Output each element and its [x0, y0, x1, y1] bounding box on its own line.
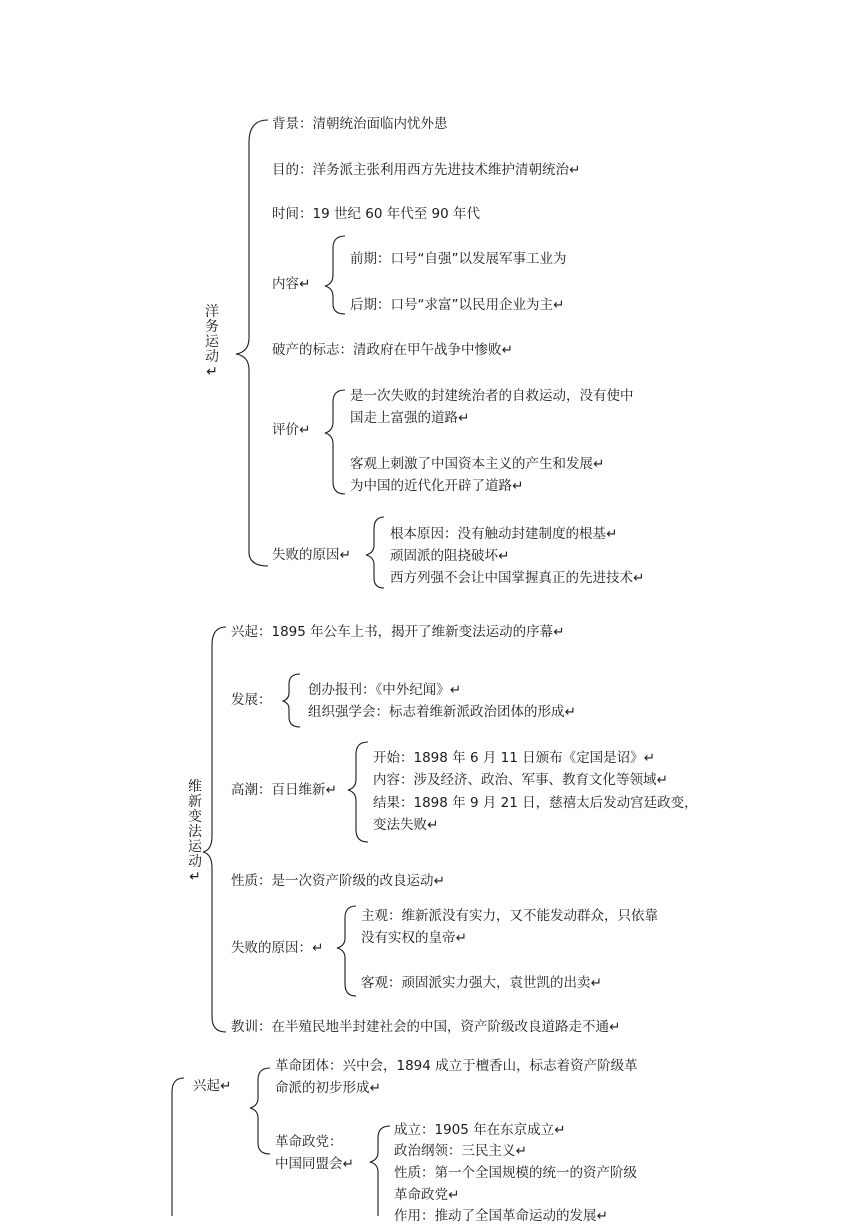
weixin-dev-1: 创办报刊：《中外纪闻》↵ [308, 682, 462, 698]
xinhai-group-a: 革命团体：兴中会，1894 成立于檀香山，标志着资产阶级革 [275, 1058, 638, 1074]
yangwu-eval-2a: 客观上刺激了中国资本主义的产生和发展↵ [350, 456, 605, 472]
xinhai-group-b: 命派的初步形成↵ [275, 1080, 381, 1096]
xinhai-party-3b: 革命政党↵ [394, 1187, 460, 1203]
xinhai-rise-label: 兴起↵ [193, 1078, 232, 1094]
weixin-climax-3a: 结果：1898 年 9 月 21 日，慈禧太后发动宫廷政变， [373, 795, 698, 811]
brace-content [325, 236, 345, 314]
xinhai-party-label-1: 革命政党： [275, 1134, 343, 1150]
yangwu-background: 背景：清朝统治面临内忧外患 [272, 116, 448, 132]
weixin-nature: 性质：是一次资产阶级的改良运动↵ [231, 873, 445, 889]
yangwu-fail-2: 顽固派的阻挠破坏↵ [390, 548, 510, 564]
weixin-fail-1a: 主观：维新派没有实力，又不能发动群众，只依靠 [361, 908, 658, 924]
yangwu-eval-1a: 是一次失败的封建统治者的自救运动，没有使中 [350, 388, 634, 404]
brace-weixin [203, 627, 226, 1032]
brace-development [283, 674, 300, 727]
brace-failure [366, 517, 384, 588]
brace-weixin-failure [337, 906, 356, 996]
xinhai-party-1: 成立：1905 年在东京成立↵ [394, 1122, 566, 1138]
yangwu-title: 洋务运动↵ [205, 304, 219, 380]
weixin-climax-1: 开始：1898 年 6 月 11 日颁布《定国是诏》↵ [373, 750, 655, 766]
yangwu-eval-1b: 国走上富强的道路↵ [350, 410, 470, 426]
weixin-rise: 兴起：1895 年公车上书，揭开了维新变法运动的序幕↵ [231, 624, 565, 640]
yangwu-fail-1: 根本原因：没有触动封建制度的根基↵ [390, 526, 618, 542]
yangwu-eval-2b: 为中国的近代化开辟了道路↵ [350, 478, 524, 494]
brace-party [370, 1126, 390, 1216]
yangwu-fail-label: 失败的原因↵ [272, 547, 351, 563]
yangwu-early-stage: 前期：口号“自强”以发展军事工业为 [350, 251, 567, 267]
weixin-fail-1b: 没有实权的皇帝↵ [361, 930, 467, 946]
weixin-lesson: 教训：在半殖民地半封建社会的中国，资产阶级改良道路走不通↵ [231, 1019, 621, 1035]
weixin-fail-label: 失败的原因：↵ [231, 940, 324, 956]
xinhai-party-label-2: 中国同盟会↵ [275, 1156, 354, 1172]
yangwu-fail-3: 西方列强不会让中国掌握真正的先进技术↵ [390, 570, 645, 586]
weixin-climax-label: 高潮：百日维新↵ [231, 782, 337, 798]
yangwu-bankruptcy: 破产的标志：清政府在甲午战争中惨败↵ [272, 342, 513, 358]
yangwu-content-label: 内容↵ [272, 276, 311, 292]
brace-rise [250, 1068, 270, 1154]
brace-yangwu [236, 120, 268, 566]
yangwu-late-stage: 后期：口号“求富”以民用企业为主↵ [350, 297, 565, 313]
weixin-fail-2: 客观：顽固派实力强大，袁世凯的出卖↵ [361, 975, 602, 991]
brace-climax [348, 742, 368, 842]
xinhai-party-2: 政治纲领：三民主义↵ [394, 1143, 527, 1159]
weixin-dev-2: 组织强学会：标志着维新派政治团体的形成↵ [308, 704, 576, 720]
yangwu-purpose: 目的：洋务派主张利用西方先进技术维护清朝统治↵ [272, 162, 581, 178]
yangwu-time: 时间：19 世纪 60 年代至 90 年代 [272, 206, 480, 222]
xinhai-party-3a: 性质：第一个全国规模的统一的资产阶级 [394, 1165, 637, 1181]
weixin-climax-2: 内容：涉及经济、政治、军事、教育文化等领域↵ [373, 772, 668, 788]
weixin-title: 维新变法运动↵ [188, 779, 202, 885]
xinhai-party-4: 作用：推动了全国革命运动的发展↵ [394, 1208, 608, 1224]
weixin-climax-3b: 变法失败↵ [373, 817, 439, 833]
weixin-dev-label: 发展： [231, 692, 272, 708]
yangwu-eval-label: 评价↵ [272, 422, 311, 438]
brace-xinhai-outer [172, 1078, 184, 1216]
brace-evaluation [325, 390, 345, 494]
